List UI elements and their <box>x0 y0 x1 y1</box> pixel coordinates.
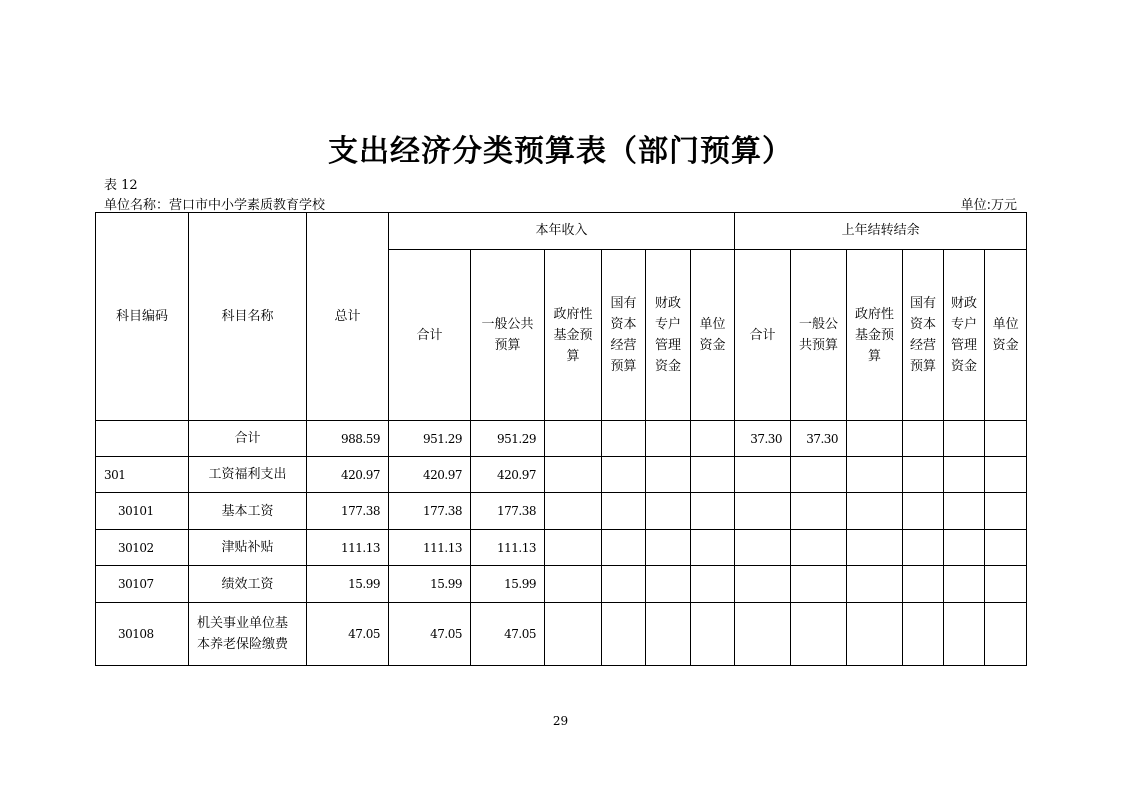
unit-name: 单位名称：营口市中小学素质教育学校 <box>104 198 326 213</box>
cell-current-3 <box>602 493 646 530</box>
header-carryover-4 <box>944 250 985 421</box>
header-label: 政府性基金预算 <box>855 306 895 364</box>
cell-carryover-5 <box>985 421 1027 457</box>
table-row <box>96 421 1027 457</box>
cell-current-0: 420.97 <box>389 457 471 493</box>
cell-current-5 <box>691 603 735 666</box>
cell-carryover-2 <box>847 457 903 493</box>
cell-carryover-3 <box>903 530 944 566</box>
cell-total: 111.13 <box>307 530 389 566</box>
cell-current-0: 177.38 <box>389 493 471 530</box>
cell-carryover-3 <box>903 493 944 530</box>
header-carryover-0 <box>735 250 791 421</box>
cell-total: 15.99 <box>307 566 389 603</box>
cell-carryover-5 <box>985 603 1027 666</box>
cell-carryover-0 <box>735 457 791 493</box>
cell-current-2 <box>545 603 602 666</box>
cell-code: 301 <box>96 457 189 493</box>
cell-current-1: 47.05 <box>471 603 545 666</box>
cell-name: 合计 <box>189 421 307 457</box>
cell-carryover-4 <box>944 530 985 566</box>
cell-carryover-2 <box>847 421 903 457</box>
budget-table <box>95 212 1027 666</box>
cell-carryover-0 <box>735 530 791 566</box>
header-label: 合计 <box>749 327 776 343</box>
header-carryover-5 <box>985 250 1027 421</box>
header-current-3 <box>602 250 646 421</box>
cell-total: 47.05 <box>307 603 389 666</box>
cell-name: 机关事业单位基本养老保险缴费 <box>189 603 307 666</box>
cell-carryover-5 <box>985 566 1027 603</box>
cell-carryover-1 <box>791 530 847 566</box>
cell-current-0: 15.99 <box>389 566 471 603</box>
cell-carryover-2 <box>847 530 903 566</box>
header-total: 总计 <box>307 213 389 421</box>
cell-code: 30107 <box>96 566 189 603</box>
cell-code: 30108 <box>96 603 189 666</box>
cell-current-3 <box>602 566 646 603</box>
cell-current-3 <box>602 457 646 493</box>
header-current-2 <box>545 250 602 421</box>
cell-current-3 <box>602 421 646 457</box>
cell-code <box>96 421 189 457</box>
header-label: 财政专户管理资金 <box>951 296 978 374</box>
cell-current-2 <box>545 493 602 530</box>
cell-current-4 <box>646 457 691 493</box>
header-current-0 <box>389 250 471 421</box>
cell-current-2 <box>545 421 602 457</box>
cell-carryover-4 <box>944 603 985 666</box>
header-label: 单位资金 <box>992 317 1019 353</box>
cell-current-1: 177.38 <box>471 493 545 530</box>
cell-carryover-5 <box>985 457 1027 493</box>
cell-carryover-1 <box>791 493 847 530</box>
cell-current-4 <box>646 530 691 566</box>
header-label: 政府性基金预算 <box>553 306 593 364</box>
cell-carryover-2 <box>847 566 903 603</box>
cell-current-1: 111.13 <box>471 530 545 566</box>
header-carryover-1 <box>791 250 847 421</box>
cell-carryover-1 <box>791 566 847 603</box>
header-label: 国有资本经营预算 <box>910 296 937 374</box>
table-row <box>96 566 1027 603</box>
cell-total: 420.97 <box>307 457 389 493</box>
cell-carryover-3 <box>903 457 944 493</box>
cell-name: 基本工资 <box>189 493 307 530</box>
cell-carryover-4 <box>944 566 985 603</box>
cell-name: 工资福利支出 <box>189 457 307 493</box>
header-current-4 <box>646 250 691 421</box>
cell-carryover-1: 37.30 <box>791 421 847 457</box>
cell-current-0: 47.05 <box>389 603 471 666</box>
page-number: 29 <box>552 714 569 728</box>
cell-current-2 <box>545 530 602 566</box>
cell-current-5 <box>691 457 735 493</box>
unit-label: 单位:万元 <box>960 198 1017 213</box>
table-row <box>96 493 1027 530</box>
cell-carryover-1 <box>791 457 847 493</box>
cell-carryover-0 <box>735 603 791 666</box>
cell-current-5 <box>691 530 735 566</box>
cell-current-0: 111.13 <box>389 530 471 566</box>
header-carryover-3 <box>903 250 944 421</box>
cell-current-3 <box>602 530 646 566</box>
cell-current-4 <box>646 566 691 603</box>
cell-carryover-1 <box>791 603 847 666</box>
header-label: 财政专户管理资金 <box>654 296 681 374</box>
cell-current-3 <box>602 603 646 666</box>
cell-current-2 <box>545 457 602 493</box>
cell-current-1: 420.97 <box>471 457 545 493</box>
cell-carryover-5 <box>985 493 1027 530</box>
cell-carryover-5 <box>985 530 1027 566</box>
cell-current-5 <box>691 566 735 603</box>
cell-carryover-4 <box>944 457 985 493</box>
cell-total: 988.59 <box>307 421 389 457</box>
header-label: 单位资金 <box>699 317 726 353</box>
cell-carryover-4 <box>944 493 985 530</box>
table-number: 表 12 <box>104 178 138 193</box>
cell-name: 津贴补贴 <box>189 530 307 566</box>
cell-carryover-2 <box>847 603 903 666</box>
header-name: 科目名称 <box>189 213 307 421</box>
cell-current-2 <box>545 566 602 603</box>
cell-current-1: 951.29 <box>471 421 545 457</box>
cell-current-4 <box>646 603 691 666</box>
table-row <box>96 603 1027 666</box>
cell-carryover-0: 37.30 <box>735 421 791 457</box>
page-title: 支出经济分类预算表（部门预算） <box>328 134 793 169</box>
cell-carryover-3 <box>903 603 944 666</box>
cell-carryover-2 <box>847 493 903 530</box>
cell-code: 30101 <box>96 493 189 530</box>
header-group-carryover: 上年结转结余 <box>735 213 1027 250</box>
header-carryover-2 <box>847 250 903 421</box>
header-label: 一般公共预算 <box>481 317 534 353</box>
header-current-5 <box>691 250 735 421</box>
cell-carryover-3 <box>903 421 944 457</box>
cell-code: 30102 <box>96 530 189 566</box>
header-group-current: 本年收入 <box>389 213 735 250</box>
table-row <box>96 530 1027 566</box>
header-code: 科目编码 <box>96 213 189 421</box>
cell-carryover-0 <box>735 493 791 530</box>
cell-total: 177.38 <box>307 493 389 530</box>
header-label: 合计 <box>416 327 443 343</box>
cell-current-4 <box>646 493 691 530</box>
cell-carryover-4 <box>944 421 985 457</box>
cell-carryover-3 <box>903 566 944 603</box>
table-row <box>96 457 1027 493</box>
header-label: 一般公共预算 <box>799 317 839 353</box>
cell-name: 绩效工资 <box>189 566 307 603</box>
cell-current-5 <box>691 421 735 457</box>
cell-current-1: 15.99 <box>471 566 545 603</box>
cell-current-4 <box>646 421 691 457</box>
cell-carryover-0 <box>735 566 791 603</box>
cell-current-0: 951.29 <box>389 421 471 457</box>
header-current-1 <box>471 250 545 421</box>
cell-current-5 <box>691 493 735 530</box>
header-label: 国有资本经营预算 <box>610 296 637 374</box>
